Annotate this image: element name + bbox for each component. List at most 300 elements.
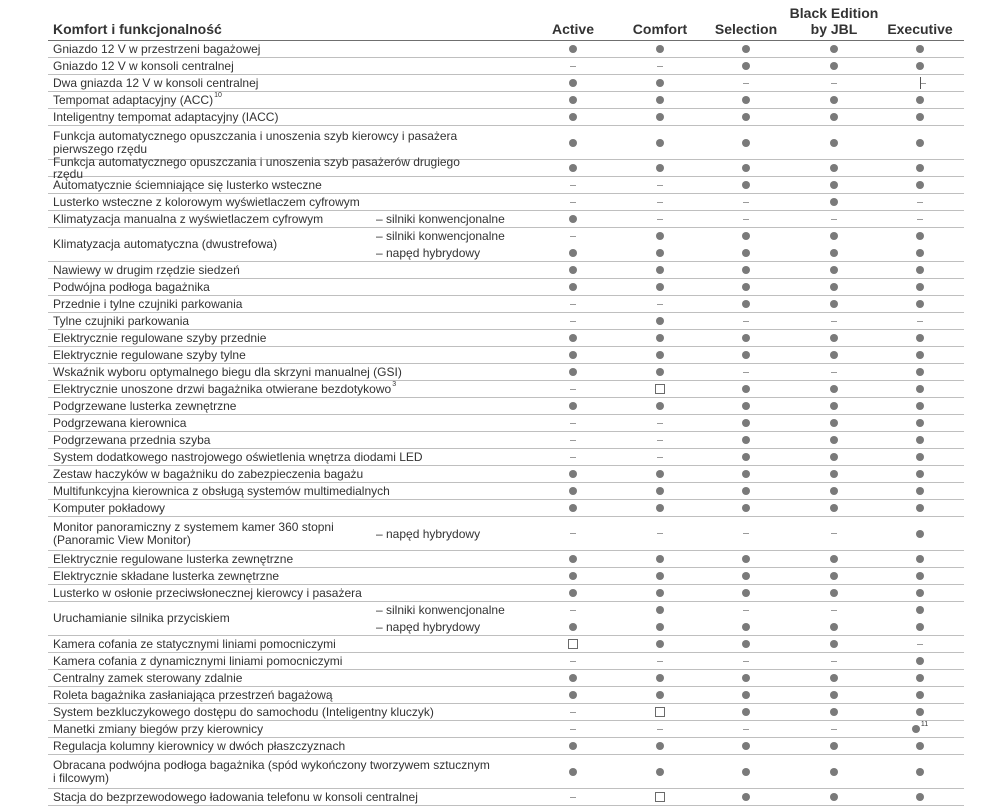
cell-comfort bbox=[635, 738, 685, 754]
not-available-dash-icon bbox=[743, 211, 749, 227]
standard-dot-icon bbox=[569, 483, 577, 499]
cell-active bbox=[548, 500, 598, 516]
cell-comfort bbox=[635, 330, 685, 346]
standard-dot-icon bbox=[916, 228, 924, 244]
standard-dot-icon bbox=[830, 177, 838, 193]
cell-black-edition bbox=[809, 687, 859, 703]
standard-dot-icon bbox=[569, 585, 577, 601]
variant-labels bbox=[376, 228, 505, 261]
cell-active bbox=[548, 126, 598, 159]
table-body bbox=[48, 41, 964, 806]
feature-label bbox=[53, 602, 373, 635]
feature-label bbox=[53, 687, 493, 703]
cell-executive bbox=[895, 41, 945, 57]
cell-comfort bbox=[635, 109, 685, 125]
standard-dot-icon bbox=[830, 92, 838, 108]
cell-active bbox=[548, 58, 598, 74]
table-row bbox=[48, 704, 964, 721]
cell-executive bbox=[895, 262, 945, 278]
cell-black-edition bbox=[809, 364, 859, 380]
standard-dot-icon bbox=[830, 194, 838, 210]
column-header-comfort: Comfort bbox=[632, 21, 688, 37]
standard-dot-icon bbox=[569, 109, 577, 125]
cell-active bbox=[548, 551, 598, 567]
cell-active bbox=[548, 602, 598, 635]
cell-executive bbox=[895, 58, 945, 74]
cell-executive bbox=[895, 568, 945, 584]
cell-selection bbox=[721, 330, 771, 346]
standard-dot-icon bbox=[656, 75, 664, 91]
standard-dot-icon bbox=[656, 228, 664, 244]
cell-executive bbox=[895, 721, 945, 737]
cell-executive bbox=[895, 755, 945, 788]
cell-active bbox=[548, 687, 598, 703]
standard-dot-icon bbox=[742, 500, 750, 516]
feature-label bbox=[53, 109, 493, 125]
not-available-dash-icon bbox=[570, 228, 576, 244]
cell-executive bbox=[895, 636, 945, 652]
standard-dot-icon bbox=[912, 721, 928, 737]
not-available-dash-icon bbox=[743, 364, 749, 380]
standard-dot-icon bbox=[830, 109, 838, 125]
feature-label bbox=[53, 432, 493, 448]
standard-dot-icon bbox=[830, 568, 838, 584]
not-available-dash-icon bbox=[570, 704, 576, 720]
cell-executive bbox=[895, 500, 945, 516]
feature-text: Uruchamianie silnika przyciskiem bbox=[53, 611, 230, 626]
cell-selection bbox=[721, 449, 771, 465]
table-row bbox=[48, 551, 964, 568]
standard-dot-icon bbox=[656, 483, 664, 499]
not-available-dash-icon bbox=[657, 526, 663, 542]
cell-active bbox=[548, 704, 598, 720]
standard-dot-icon bbox=[830, 262, 838, 278]
feature-label bbox=[53, 364, 493, 380]
feature-text: Monitor panoramiczny z systemem kamer 360 stopni (Panoramic View Monitor) bbox=[53, 520, 334, 547]
standard-dot-icon bbox=[742, 466, 750, 482]
standard-dot-icon bbox=[656, 687, 664, 703]
standard-dot-icon bbox=[656, 109, 664, 125]
cell-active bbox=[548, 449, 598, 465]
standard-dot-icon bbox=[742, 135, 750, 151]
standard-dot-icon bbox=[569, 568, 577, 584]
cell-active bbox=[548, 347, 598, 363]
cell-black-edition bbox=[809, 704, 859, 720]
feature-text: Elektrycznie regulowane szyby tylne bbox=[53, 347, 246, 362]
cell-active bbox=[548, 636, 598, 652]
feature-text: Obracana podwójna podłoga bagażnika (spód wykończony tworzywem sztucznym i filcowym) bbox=[53, 758, 490, 785]
cell-black-edition bbox=[809, 636, 859, 652]
not-available-dash-icon bbox=[743, 194, 749, 210]
cell-comfort bbox=[635, 500, 685, 516]
standard-dot-icon bbox=[569, 347, 577, 363]
cell-executive bbox=[895, 279, 945, 295]
cell-comfort bbox=[635, 517, 685, 550]
cell-comfort bbox=[635, 58, 685, 74]
cell-black-edition bbox=[809, 738, 859, 754]
feature-label bbox=[53, 483, 493, 499]
standard-dot-icon bbox=[830, 347, 838, 363]
table-row bbox=[48, 75, 964, 92]
cell-executive bbox=[895, 160, 945, 176]
standard-dot-icon bbox=[569, 670, 577, 686]
standard-dot-icon bbox=[569, 41, 577, 57]
table-row bbox=[48, 432, 964, 449]
standard-dot-icon bbox=[830, 135, 838, 151]
feature-label bbox=[53, 517, 373, 550]
feature-text: Tylne czujniki parkowania bbox=[53, 313, 190, 328]
feature-text: Przednie i tylne czujniki parkowania bbox=[53, 296, 243, 311]
standard-dot-icon bbox=[830, 483, 838, 499]
cell-active bbox=[548, 313, 598, 329]
standard-dot-icon bbox=[916, 347, 924, 363]
standard-dot-icon bbox=[656, 500, 664, 516]
cell-comfort bbox=[635, 313, 685, 329]
standard-dot-icon bbox=[830, 585, 838, 601]
standard-dot-icon bbox=[830, 58, 838, 74]
table-row bbox=[48, 296, 964, 313]
not-available-dash-icon bbox=[570, 449, 576, 465]
cell-executive bbox=[895, 364, 945, 380]
cell-selection bbox=[721, 483, 771, 499]
not-available-dash-icon bbox=[657, 58, 663, 74]
not-available-dash-icon bbox=[570, 526, 576, 542]
not-available-dash-icon bbox=[570, 296, 576, 312]
cell-black-edition bbox=[809, 228, 859, 261]
feature-label bbox=[53, 296, 493, 312]
standard-dot-icon bbox=[830, 636, 838, 652]
cell-selection bbox=[721, 687, 771, 703]
standard-dot-icon bbox=[656, 619, 664, 635]
standard-dot-icon bbox=[656, 262, 664, 278]
feature-label bbox=[53, 551, 493, 567]
cell-black-edition bbox=[809, 347, 859, 363]
not-available-dash-icon bbox=[657, 653, 663, 669]
feature-text: Kamera cofania ze statycznymi liniami pomocniczymi bbox=[53, 636, 336, 651]
standard-dot-icon bbox=[830, 670, 838, 686]
cell-comfort bbox=[635, 602, 685, 635]
standard-dot-icon bbox=[830, 500, 838, 516]
not-available-dash-icon bbox=[570, 602, 576, 618]
cell-selection bbox=[721, 296, 771, 312]
feature-label bbox=[53, 449, 493, 465]
standard-dot-icon bbox=[916, 653, 924, 669]
cell-selection bbox=[721, 789, 771, 805]
not-available-dash-icon bbox=[570, 415, 576, 431]
cell-selection bbox=[721, 109, 771, 125]
table-row bbox=[48, 602, 964, 636]
feature-text: Tempomat adaptacyjny (ACC) bbox=[53, 92, 214, 107]
cell-active bbox=[548, 296, 598, 312]
cell-black-edition bbox=[809, 160, 859, 176]
standard-dot-icon bbox=[916, 449, 924, 465]
table-row bbox=[48, 313, 964, 330]
feature-text: Multifunkcyjna kierownica z obsługą systemów multimedialnych bbox=[53, 483, 390, 498]
standard-dot-icon bbox=[916, 398, 924, 414]
cell-executive bbox=[895, 466, 945, 482]
bar-dash-icon bbox=[920, 75, 921, 91]
feature-label bbox=[53, 653, 493, 669]
standard-dot-icon bbox=[569, 364, 577, 380]
standard-dot-icon bbox=[569, 330, 577, 346]
table-row bbox=[48, 755, 964, 789]
cell-active bbox=[548, 177, 598, 193]
feature-text: Podgrzewana przednia szyba bbox=[53, 432, 211, 447]
cell-black-edition bbox=[809, 755, 859, 788]
cell-comfort bbox=[635, 687, 685, 703]
cell-comfort bbox=[635, 347, 685, 363]
standard-dot-icon bbox=[656, 245, 664, 261]
cell-executive bbox=[895, 415, 945, 431]
section-title: Komfort i funkcjonalność bbox=[53, 21, 222, 37]
variant-label: – napęd hybrydowy bbox=[376, 619, 481, 634]
feature-text: Podwójna podłoga bagażnika bbox=[53, 279, 210, 294]
cell-executive bbox=[895, 126, 945, 159]
feature-text: System dodatkowego nastrojowego oświetlenia wnętrza diodami LED bbox=[53, 449, 423, 464]
cell-executive bbox=[895, 296, 945, 312]
table-row bbox=[48, 364, 964, 381]
not-available-dash-icon bbox=[831, 721, 837, 737]
standard-dot-icon bbox=[916, 160, 924, 176]
standard-dot-icon bbox=[656, 738, 664, 754]
cell-selection bbox=[721, 347, 771, 363]
cell-active bbox=[548, 738, 598, 754]
cell-comfort bbox=[635, 296, 685, 312]
standard-dot-icon bbox=[656, 92, 664, 108]
standard-dot-icon bbox=[742, 636, 750, 652]
cell-black-edition bbox=[809, 262, 859, 278]
standard-dot-icon bbox=[569, 75, 577, 91]
feature-text: Zestaw haczyków w bagażniku do zabezpieczenia bagażu bbox=[53, 466, 364, 481]
standard-dot-icon bbox=[916, 245, 924, 261]
cell-executive bbox=[895, 653, 945, 669]
not-available-dash-icon bbox=[570, 653, 576, 669]
table-row bbox=[48, 568, 964, 585]
feature-text: Funkcja automatycznego opuszczania i unoszenia szyb pasażerów drugiego rzędu bbox=[53, 154, 460, 181]
cell-comfort bbox=[635, 568, 685, 584]
cell-black-edition bbox=[809, 211, 859, 227]
table-row bbox=[48, 449, 964, 466]
cell-selection bbox=[721, 211, 771, 227]
equipment-table bbox=[48, 0, 964, 806]
standard-dot-icon bbox=[742, 704, 750, 720]
cell-selection bbox=[721, 721, 771, 737]
cell-comfort bbox=[635, 636, 685, 652]
cell-black-edition bbox=[809, 602, 859, 635]
standard-dot-icon bbox=[916, 568, 924, 584]
cell-black-edition bbox=[809, 398, 859, 414]
standard-dot-icon bbox=[742, 449, 750, 465]
standard-dot-icon bbox=[742, 764, 750, 780]
standard-dot-icon bbox=[569, 160, 577, 176]
variant-labels bbox=[376, 517, 480, 550]
standard-dot-icon bbox=[830, 415, 838, 431]
not-available-dash-icon bbox=[570, 432, 576, 448]
table-row bbox=[48, 262, 964, 279]
standard-dot-icon bbox=[569, 619, 577, 635]
table-row bbox=[48, 177, 964, 194]
cell-executive bbox=[895, 670, 945, 686]
column-header-executive: Executive bbox=[887, 21, 953, 37]
footnote-ref: 11 bbox=[920, 720, 929, 728]
standard-dot-icon bbox=[830, 551, 838, 567]
not-available-dash-icon bbox=[570, 194, 576, 210]
cell-comfort bbox=[635, 41, 685, 57]
standard-dot-icon bbox=[916, 764, 924, 780]
cell-executive bbox=[895, 483, 945, 499]
cell-executive bbox=[895, 109, 945, 125]
feature-text: Manetki zmiany biegów przy kierownicy bbox=[53, 721, 264, 736]
cell-selection bbox=[721, 364, 771, 380]
table-row bbox=[48, 517, 964, 551]
cell-black-edition bbox=[809, 194, 859, 210]
cell-comfort bbox=[635, 704, 685, 720]
standard-dot-icon bbox=[916, 364, 924, 380]
cell-executive bbox=[895, 381, 945, 397]
standard-dot-icon bbox=[569, 551, 577, 567]
cell-selection bbox=[721, 92, 771, 108]
standard-dot-icon bbox=[742, 58, 750, 74]
standard-dot-icon bbox=[742, 330, 750, 346]
standard-dot-icon bbox=[916, 704, 924, 720]
cell-selection bbox=[721, 653, 771, 669]
standard-dot-icon bbox=[830, 330, 838, 346]
cell-active bbox=[548, 109, 598, 125]
standard-dot-icon bbox=[656, 585, 664, 601]
cell-black-edition bbox=[809, 296, 859, 312]
cell-selection bbox=[721, 602, 771, 635]
cell-active bbox=[548, 466, 598, 482]
not-available-dash-icon bbox=[570, 177, 576, 193]
standard-dot-icon bbox=[656, 636, 664, 652]
feature-label bbox=[53, 177, 493, 193]
standard-dot-icon bbox=[656, 279, 664, 295]
cell-selection bbox=[721, 500, 771, 516]
table-row bbox=[48, 211, 964, 228]
cell-active bbox=[548, 262, 598, 278]
cell-black-edition bbox=[809, 483, 859, 499]
table-row bbox=[48, 653, 964, 670]
standard-dot-icon bbox=[916, 526, 924, 542]
feature-label bbox=[53, 347, 493, 363]
feature-text: Funkcja automatycznego opuszczania i unoszenia szyb kierowcy i pasażera pierwszego rzędu bbox=[53, 129, 458, 156]
not-available-dash-icon bbox=[570, 58, 576, 74]
standard-dot-icon bbox=[656, 398, 664, 414]
feature-text: Elektrycznie regulowane szyby przednie bbox=[53, 330, 267, 345]
standard-dot-icon bbox=[569, 764, 577, 780]
feature-text: System bezkluczykowego dostępu do samochodu (Inteligentny kluczyk) bbox=[53, 704, 434, 719]
standard-dot-icon bbox=[742, 670, 750, 686]
feature-label bbox=[53, 194, 493, 210]
feature-text: Kamera cofania z dynamicznymi liniami pomocniczymi bbox=[53, 653, 343, 668]
cell-active bbox=[548, 398, 598, 414]
cell-active bbox=[548, 92, 598, 108]
table-row bbox=[48, 279, 964, 296]
cell-selection bbox=[721, 755, 771, 788]
standard-dot-icon bbox=[569, 687, 577, 703]
cell-comfort bbox=[635, 194, 685, 210]
variant-label: – napęd hybrydowy bbox=[376, 245, 481, 260]
cell-selection bbox=[721, 636, 771, 652]
cell-selection bbox=[721, 738, 771, 754]
cell-selection bbox=[721, 568, 771, 584]
cell-selection bbox=[721, 398, 771, 414]
standard-dot-icon bbox=[656, 466, 664, 482]
not-available-dash-icon bbox=[743, 526, 749, 542]
standard-dot-icon bbox=[830, 381, 838, 397]
feature-label bbox=[53, 636, 493, 652]
cell-comfort bbox=[635, 228, 685, 261]
not-available-dash-icon bbox=[743, 313, 749, 329]
standard-dot-icon bbox=[916, 279, 924, 295]
not-available-dash-icon bbox=[570, 313, 576, 329]
not-available-dash-icon bbox=[657, 211, 663, 227]
cell-black-edition bbox=[809, 126, 859, 159]
standard-dot-icon bbox=[830, 619, 838, 635]
cell-active bbox=[548, 568, 598, 584]
cell-comfort bbox=[635, 364, 685, 380]
cell-black-edition bbox=[809, 177, 859, 193]
feature-label bbox=[53, 500, 493, 516]
cell-comfort bbox=[635, 789, 685, 805]
table-row bbox=[48, 109, 964, 126]
standard-dot-icon bbox=[742, 296, 750, 312]
cell-black-edition bbox=[809, 653, 859, 669]
standard-dot-icon bbox=[916, 670, 924, 686]
variant-label: – silniki konwencjonalne bbox=[376, 229, 505, 244]
feature-label bbox=[53, 738, 493, 754]
cell-selection bbox=[721, 517, 771, 550]
option-square-icon bbox=[655, 704, 665, 720]
standard-dot-icon bbox=[742, 398, 750, 414]
standard-dot-icon bbox=[916, 432, 924, 448]
not-available-dash-icon bbox=[831, 602, 837, 618]
cell-selection bbox=[721, 432, 771, 448]
table-row bbox=[48, 194, 964, 211]
cell-black-edition bbox=[809, 568, 859, 584]
standard-dot-icon bbox=[656, 670, 664, 686]
table-row bbox=[48, 381, 964, 398]
standard-dot-icon bbox=[742, 551, 750, 567]
cell-comfort bbox=[635, 398, 685, 414]
cell-comfort bbox=[635, 653, 685, 669]
not-available-dash-icon bbox=[657, 194, 663, 210]
standard-dot-icon bbox=[742, 347, 750, 363]
standard-dot-icon bbox=[916, 296, 924, 312]
standard-dot-icon bbox=[656, 551, 664, 567]
cell-active bbox=[548, 364, 598, 380]
cell-executive bbox=[895, 211, 945, 227]
feature-text: Wskaźnik wyboru optymalnego biegu dla skrzyni manualnej (GSI) bbox=[53, 364, 402, 379]
cell-active bbox=[548, 228, 598, 261]
cell-black-edition bbox=[809, 313, 859, 329]
cell-selection bbox=[721, 126, 771, 159]
cell-selection bbox=[721, 194, 771, 210]
cell-active bbox=[548, 41, 598, 57]
cell-active bbox=[548, 330, 598, 346]
option-square-icon bbox=[568, 636, 578, 652]
cell-executive bbox=[895, 194, 945, 210]
option-square-icon bbox=[655, 381, 665, 397]
table-row bbox=[48, 483, 964, 500]
standard-dot-icon bbox=[742, 415, 750, 431]
not-available-dash-icon bbox=[917, 313, 923, 329]
cell-black-edition bbox=[809, 517, 859, 550]
standard-dot-icon bbox=[830, 466, 838, 482]
option-square-icon bbox=[655, 789, 665, 805]
cell-black-edition bbox=[809, 789, 859, 805]
cell-black-edition bbox=[809, 75, 859, 91]
